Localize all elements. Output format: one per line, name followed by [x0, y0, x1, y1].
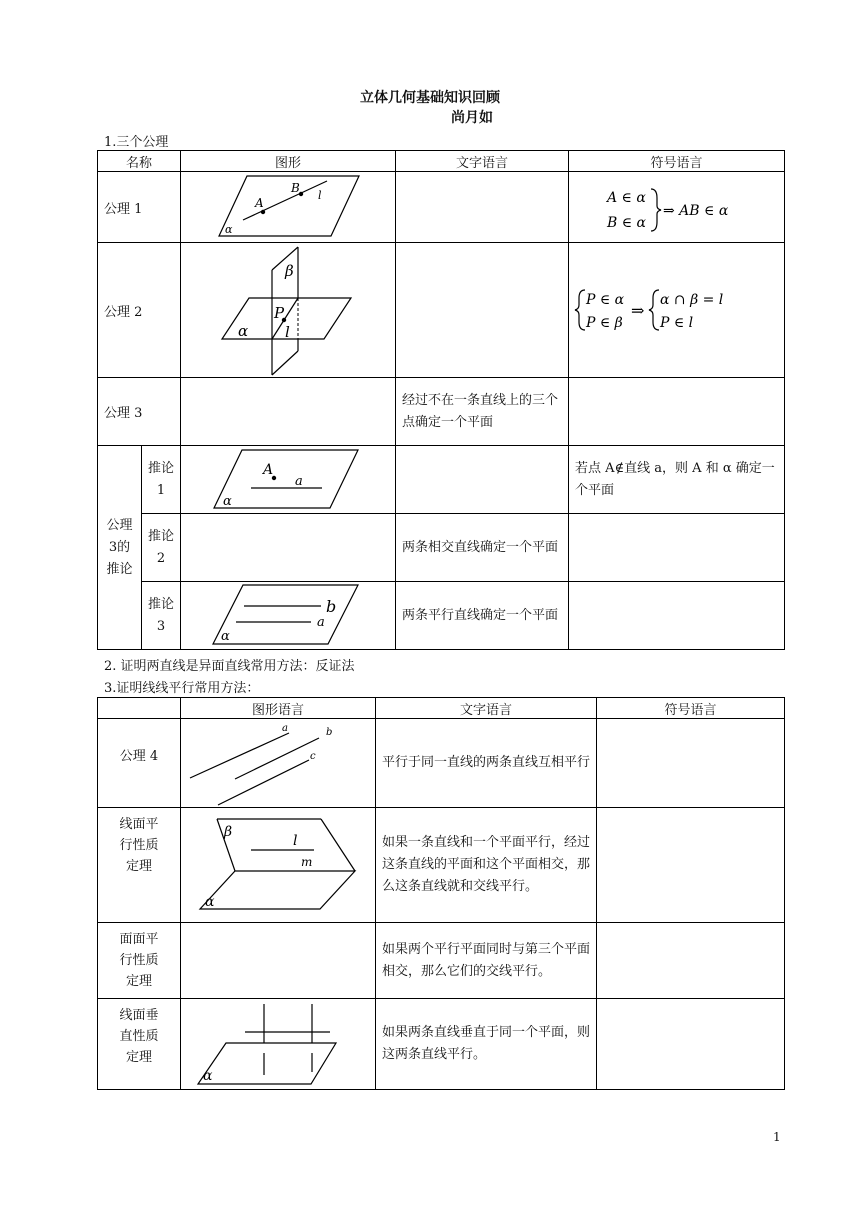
row-text: 如果两条直线垂直于同一个平面，则这两条直线平行。	[376, 999, 597, 1090]
svg-text:m: m	[301, 855, 313, 869]
header-symbol: 符号语言	[569, 151, 785, 172]
svg-text:β: β	[285, 262, 294, 280]
svg-text:P: P	[274, 304, 285, 322]
svg-text:β: β	[224, 824, 233, 840]
svg-text:A: A	[263, 462, 274, 478]
row-text	[396, 446, 569, 514]
row-symbol	[569, 514, 785, 582]
row-text: 两条平行直线确定一个平面	[396, 582, 569, 650]
axiom2-symbol-r2: P ∈ l	[660, 315, 694, 331]
corollary1-figure	[181, 446, 396, 514]
corollary-2-text: 推论 2	[148, 528, 175, 566]
parallel-lines-table	[97, 697, 785, 1090]
svg-text:a: a	[282, 723, 288, 734]
axioms-table	[97, 150, 785, 650]
row-name	[98, 923, 181, 999]
row-text	[396, 172, 569, 243]
row-text: 平行于同一直线的两条直线互相平行	[376, 719, 597, 808]
axiom2-figure	[181, 243, 396, 378]
corollary2-figure	[181, 514, 396, 582]
row-text: 两条相交直线确定一个平面	[396, 514, 569, 582]
line-plane-parallel-figure	[181, 808, 376, 923]
svg-text:B: B	[291, 181, 300, 195]
svg-text:b: b	[326, 727, 333, 738]
axiom2-symbol-l1: P ∈ α	[586, 292, 625, 308]
row-name-text: 面面平行性质定理	[119, 932, 159, 989]
row-name	[98, 999, 181, 1090]
header-symbol-lang: 符号语言	[597, 698, 785, 719]
row-name-text: 线面平行性质定理	[119, 817, 159, 874]
svg-text:α: α	[238, 322, 249, 340]
svg-text:α: α	[203, 1068, 213, 1084]
corollary-group-text: 公理3的推论	[106, 517, 133, 577]
author: 尚月如	[451, 110, 493, 126]
corollary-group-label	[98, 446, 142, 650]
axiom1-figure	[181, 172, 396, 243]
axiom1-symbol-result: ⇒ AB ∈ α	[663, 203, 729, 219]
row-text	[396, 243, 569, 378]
row-name	[98, 808, 181, 923]
row-name: 公理 3	[98, 378, 181, 446]
row-text: 经过不在一条直线上的三个点确定一个平面	[396, 378, 569, 446]
row-symbol	[597, 719, 785, 808]
header-name: 名称	[98, 151, 181, 172]
axiom3-figure	[181, 378, 396, 446]
axiom4-figure	[181, 719, 376, 808]
header-text: 文字语言	[396, 151, 569, 172]
svg-text:α: α	[223, 494, 232, 509]
corollary-2-label	[142, 514, 181, 582]
svg-text:α: α	[225, 223, 233, 236]
row-symbol	[597, 808, 785, 923]
row-name: 公理 1	[98, 172, 181, 243]
section-3-heading: 3.证明线线平行常用方法：	[104, 681, 260, 696]
svg-text:l: l	[285, 323, 290, 341]
svg-text:l: l	[293, 833, 298, 849]
section-2-heading: 2. 证明两直线是异面直线常用方法：反证法	[104, 659, 355, 674]
svg-text:a: a	[317, 615, 325, 630]
header-text-lang: 文字语言	[376, 698, 597, 719]
axiom1-symbol	[569, 172, 785, 243]
row-text: 如果一条直线和一个平面平行，经过这条直线的平面和这个平面相交，那么这条直线就和交线平行。	[376, 808, 597, 923]
corollary1-symbol: 若点 A∉直线 a，则 A 和 α 确定一个平面	[569, 446, 785, 514]
page-title: 立体几何基础知识回顾	[360, 90, 500, 106]
svg-text:b: b	[326, 597, 337, 616]
axiom2-implies: ⇒	[631, 301, 645, 320]
header-blank	[98, 698, 181, 719]
corollary-1-label	[142, 446, 181, 514]
section-1-heading: 1.三个公理	[104, 135, 169, 150]
svg-text:c: c	[310, 751, 316, 762]
row-symbol	[597, 999, 785, 1090]
corollary-1-text: 推论 1	[148, 460, 175, 498]
axiom2-symbol	[569, 243, 785, 378]
page-number: 1	[773, 1130, 781, 1144]
svg-text:α: α	[205, 894, 215, 910]
axiom2-symbol-r1: α ∩ β = l	[660, 292, 724, 308]
line-plane-perpendicular-figure	[181, 999, 376, 1090]
svg-text:a: a	[295, 474, 303, 489]
svg-text:α: α	[221, 629, 230, 644]
svg-text:A: A	[255, 196, 264, 210]
row-name-text: 线面垂直性质定理	[119, 1008, 159, 1065]
corollary3-figure	[181, 582, 396, 650]
row-text: 如果两个平行平面同时与第三个平面相交，那么它们的交线平行。	[376, 923, 597, 999]
header-figure: 图形	[181, 151, 396, 172]
row-symbol	[569, 582, 785, 650]
axiom1-symbol-line2: B ∈ α	[607, 215, 647, 231]
plane-plane-parallel-figure	[181, 923, 376, 999]
corollary-3-text: 推论 3	[148, 596, 175, 634]
axiom2-symbol-l2: P ∈ β	[586, 315, 623, 331]
svg-text:l: l	[318, 189, 322, 202]
row-symbol	[597, 923, 785, 999]
row-symbol	[569, 378, 785, 446]
header-figure-lang: 图形语言	[181, 698, 376, 719]
row-name: 公理 2	[98, 243, 181, 378]
row-name: 公理 4	[98, 719, 181, 808]
corollary-3-label	[142, 582, 181, 650]
axiom1-symbol-line1: A ∈ α	[607, 190, 646, 206]
